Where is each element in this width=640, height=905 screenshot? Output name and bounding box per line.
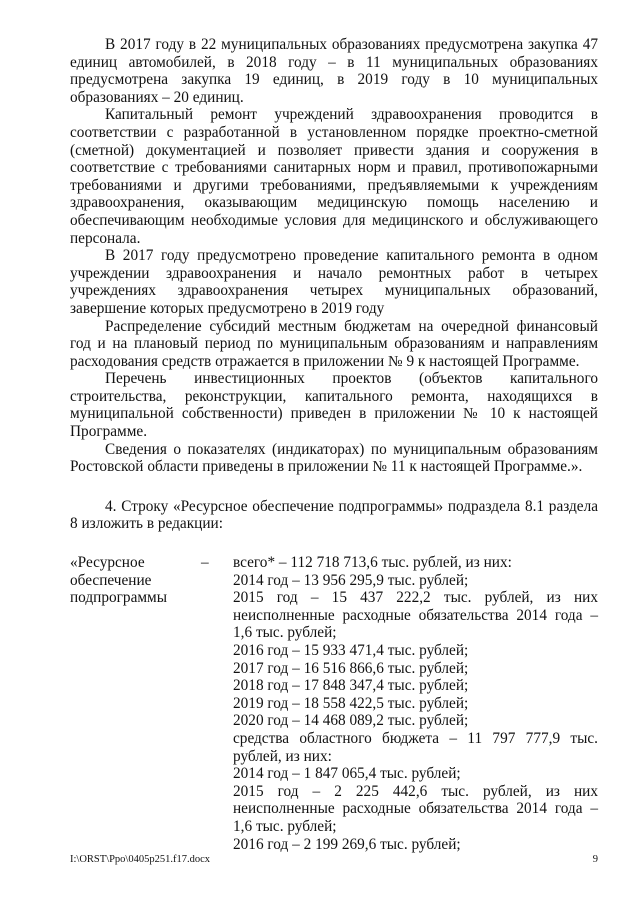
resource-provision-block — [70, 554, 598, 853]
paragraph-vehicle-purchase: В 2017 году в 22 муниципальных образованиях предусмотрена закупка 47 единиц автомобилей, в 2018 году – в 11 муниципальных образованиях предусмотрена закупка 19 единиц, в 2019 году в 10 муниципальных образованиях – 20 единиц. — [70, 36, 598, 106]
resource-line: 2020 год – 14 468 089,2 тыс. рублей; — [233, 712, 469, 730]
resource-lines — [233, 554, 598, 853]
resource-label: «Ресурсное обеспечение подпрограммы — [70, 554, 168, 607]
document-body — [70, 36, 598, 853]
resource-line: 2016 год – 2 199 269,6 тыс. рублей; — [233, 835, 461, 853]
paragraph-indicators: Сведения о показателях (индикаторах) по муниципальным образованиям Ростовской области приведены в приложении № 11 к настоящей Программе.». — [70, 440, 598, 476]
paragraph-gap — [70, 476, 598, 498]
paragraph-amendment-item-4: 4. Строку «Ресурсное обеспечение подпрограммы» подраздела 8.1 раздела 8 изложить в редакции: — [70, 497, 598, 533]
paragraph-investment-projects: Перечень инвестиционных проектов (объектов капитального строительства, реконструкции, капитального ремонта, находящихся в муниципальной собственности) приведен в приложении № 10 к настоящей Программе. — [70, 370, 598, 441]
paragraph-subsidy-distribution: Распределение субсидий местным бюджетам на очередной финансовый год и на плановый период по муниципальным образованиям и направлениям расходования средств отражается в приложении № 9 к настоящей Программе. — [70, 317, 598, 370]
page-number: 9 — [592, 854, 598, 865]
resource-line: 2014 год – 1 847 065,4 тыс. рублей; — [233, 765, 461, 783]
resource-line: 2018 год – 17 848 347,4 тыс. рублей; — [233, 677, 469, 695]
resource-line: средства областного бюджета – 11 797 777,9 тыс. рублей, из них: — [233, 729, 598, 765]
paragraph-repair-2017: В 2017 году предусмотрено проведение капитального ремонта в одном учреждении здравоохранения и начало ремонтных работ в четырех учреждениях здравоохранения четырех муниципальных образований, завершение которых предусмотрено в 2019 году — [70, 247, 598, 317]
resource-dash: – — [201, 554, 209, 572]
resource-line: 2015 год – 2 225 442,6 тыс. рублей, из них неисполненные расходные обязательства 2014 года – 1,6 тыс. рублей; — [233, 782, 598, 835]
resource-line: 2014 год – 13 956 295,9 тыс. рублей; — [233, 571, 469, 589]
resource-line: всего* – 112 718 713,6 тыс. рублей, из них: — [233, 554, 512, 572]
resource-line: 2015 год – 15 437 222,2 тыс. рублей, из них неисполненные расходные обязательства 2014 года – 1,6 тыс. рублей; — [233, 589, 598, 642]
file-path: I:\ORST\Ppo\0405p251.f17.docx — [70, 854, 211, 865]
paragraph-capital-repair: Капитальный ремонт учреждений здравоохранения проводится в соответствии с разработанной в установленном порядке проектно-сметной (сметной) документацией и позволяет привести здания и сооружения в соответствие с требованиями санитарных норм и правил, противопожарными требованиями и другими требованиями, предъявляемыми к учреждениям здравоохранения, оказывающим медицинскую помощь населению и обеспечивающим необходимые условия для медицинского и обслуживающего персонала. — [70, 106, 598, 247]
resource-line: 2016 год – 15 933 471,4 тыс. рублей; — [233, 642, 469, 659]
resource-line: 2019 год – 18 558 422,5 тыс. рублей; — [233, 694, 469, 712]
resource-line: 2017 год – 16 516 866,6 тыс. рублей; — [233, 659, 469, 677]
page-footer — [70, 854, 598, 868]
